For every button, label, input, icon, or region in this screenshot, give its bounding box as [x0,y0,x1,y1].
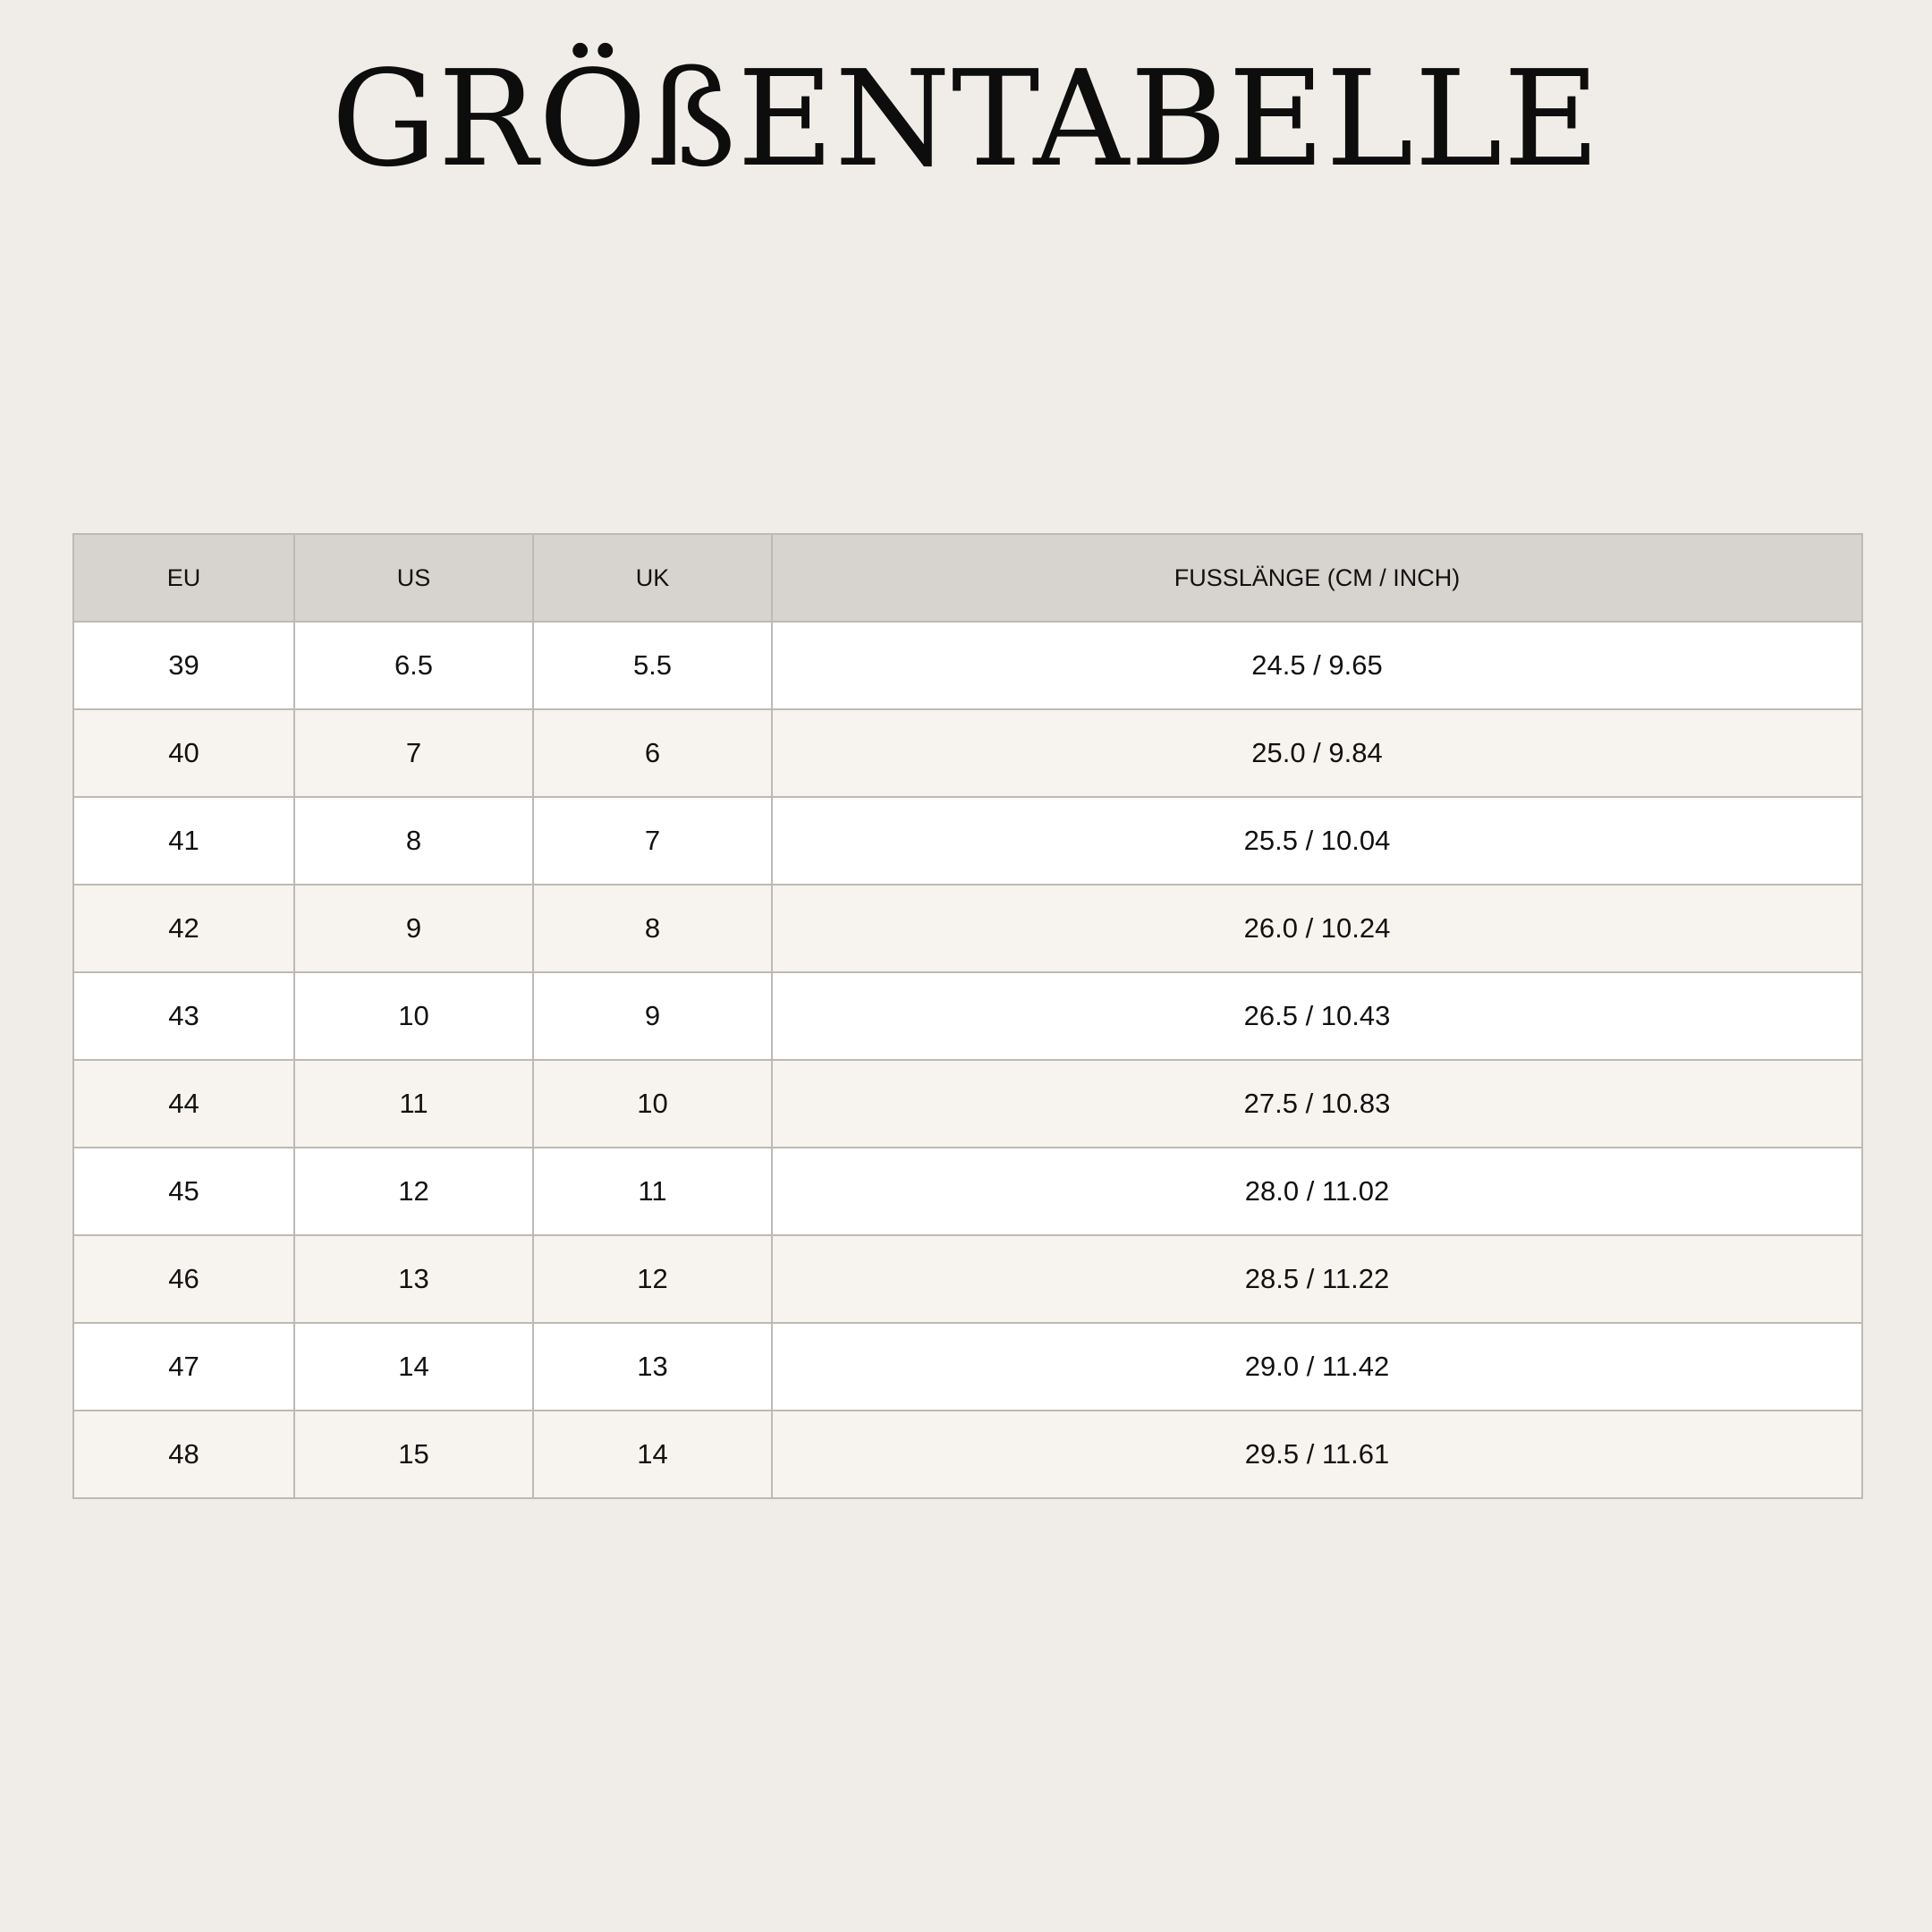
cell-us: 14 [294,1323,533,1411]
page-title: GRÖßENTABELLE [331,42,1601,196]
cell-uk: 7 [533,797,772,885]
cell-us: 13 [294,1235,533,1323]
table-row [73,1411,1862,1498]
cell-uk: 6 [533,709,772,797]
cell-foot-length: 29.5 / 11.61 [772,1411,1862,1498]
cell-us: 11 [294,1060,533,1148]
cell-eu: 40 [73,709,294,797]
table-row [73,1235,1862,1323]
table-row [73,1323,1862,1411]
cell-us: 12 [294,1148,533,1235]
cell-eu: 44 [73,1060,294,1148]
cell-foot-length: 25.0 / 9.84 [772,709,1862,797]
column-header-uk: UK [533,534,772,622]
table-row [73,972,1862,1060]
table-row [73,709,1862,797]
cell-uk: 8 [533,885,772,972]
cell-us: 10 [294,972,533,1060]
cell-foot-length: 28.0 / 11.02 [772,1148,1862,1235]
cell-uk: 9 [533,972,772,1060]
table-row [73,1148,1862,1235]
cell-foot-length: 28.5 / 11.22 [772,1235,1862,1323]
cell-foot-length: 26.5 / 10.43 [772,972,1862,1060]
cell-uk: 14 [533,1411,772,1498]
cell-us: 7 [294,709,533,797]
cell-eu: 47 [73,1323,294,1411]
cell-foot-length: 24.5 / 9.65 [772,622,1862,709]
column-header-foot-length: FUSSLÄNGE (CM / INCH) [772,534,1862,622]
cell-us: 9 [294,885,533,972]
cell-eu: 42 [73,885,294,972]
size-table [72,533,1863,1499]
table-header-row [73,534,1862,622]
table-body [73,622,1862,1498]
cell-eu: 39 [73,622,294,709]
cell-uk: 5.5 [533,622,772,709]
table-row [73,622,1862,709]
cell-uk: 12 [533,1235,772,1323]
cell-us: 15 [294,1411,533,1498]
cell-foot-length: 27.5 / 10.83 [772,1060,1862,1148]
table-row [73,885,1862,972]
cell-foot-length: 26.0 / 10.24 [772,885,1862,972]
cell-eu: 48 [73,1411,294,1498]
cell-uk: 11 [533,1148,772,1235]
cell-uk: 13 [533,1323,772,1411]
cell-eu: 46 [73,1235,294,1323]
cell-eu: 43 [73,972,294,1060]
column-header-eu: EU [73,534,294,622]
cell-foot-length: 29.0 / 11.42 [772,1323,1862,1411]
table-row [73,797,1862,885]
cell-eu: 45 [73,1148,294,1235]
cell-us: 6.5 [294,622,533,709]
cell-foot-length: 25.5 / 10.04 [772,797,1862,885]
table-row [73,1060,1862,1148]
cell-us: 8 [294,797,533,885]
table-header [73,534,1862,622]
column-header-us: US [294,534,533,622]
cell-uk: 10 [533,1060,772,1148]
cell-eu: 41 [73,797,294,885]
